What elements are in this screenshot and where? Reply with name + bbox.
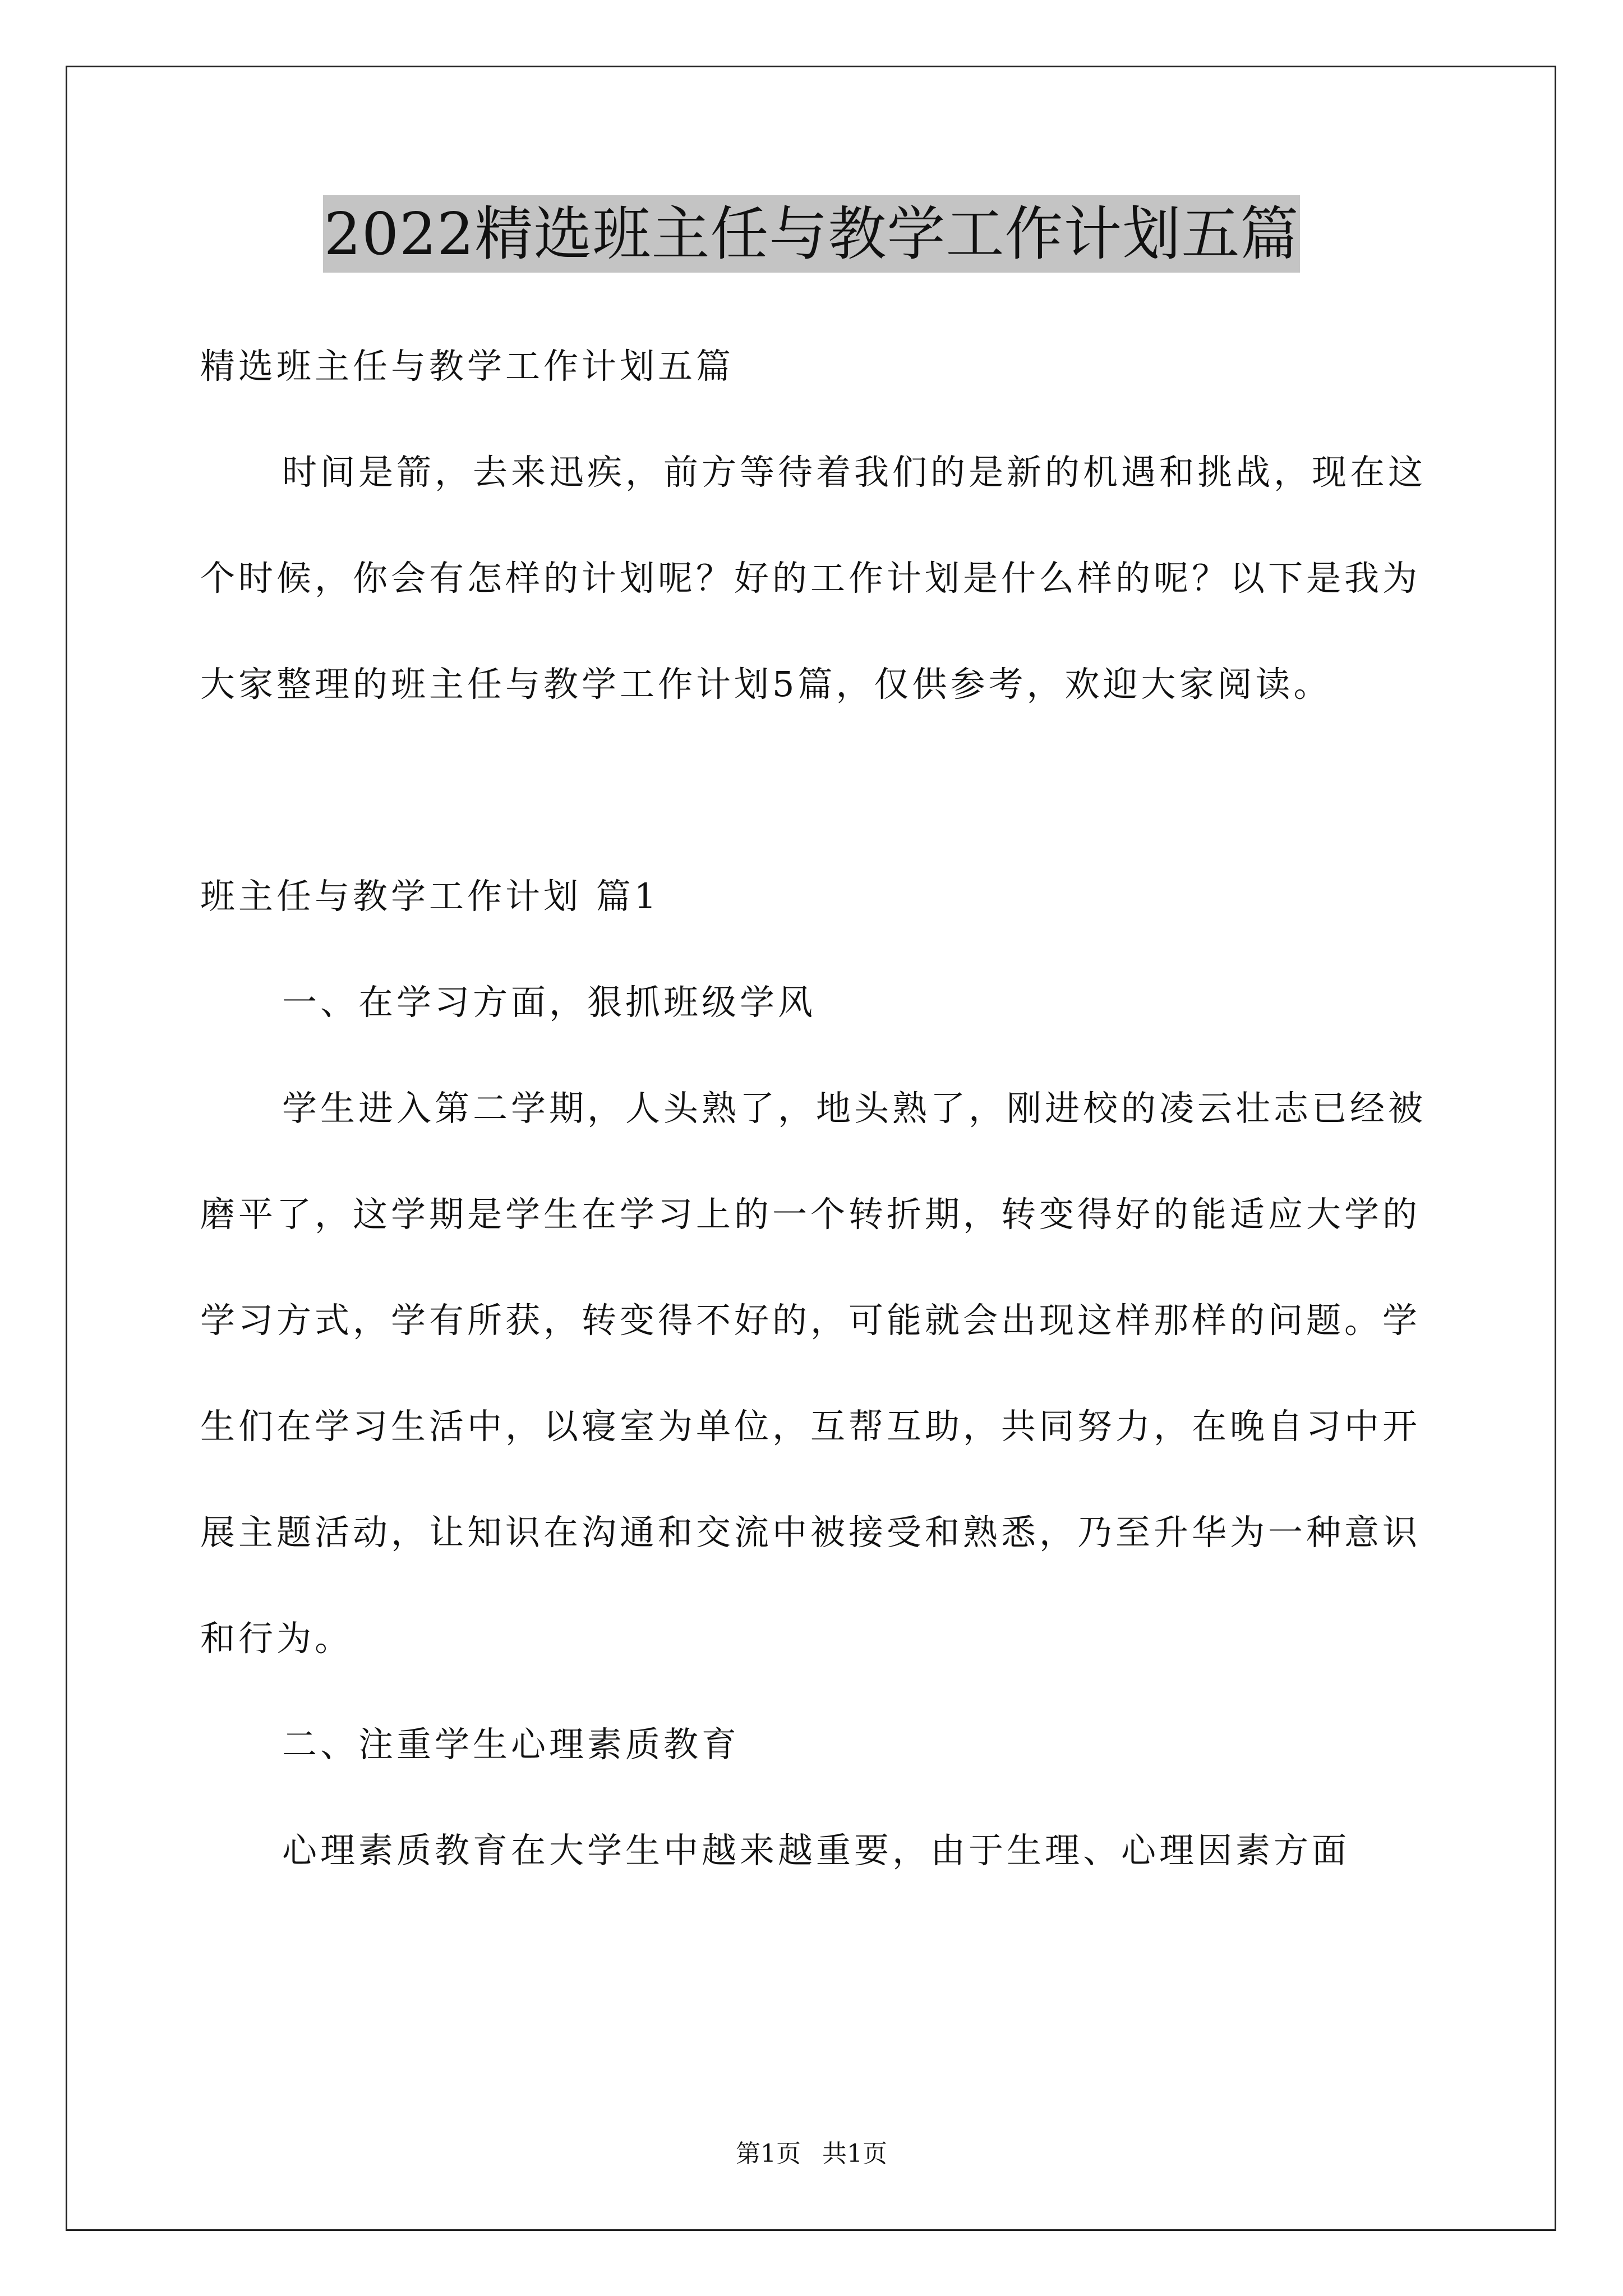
point1-paragraph: 学生进入第二学期，人头熟了，地头熟了，刚进校的凌云壮志已经被磨平了，这学期是学生在学习上的一个转折期，转变得好的能适应大学的学习方式，学有所获，转变得不好的，可能就会出现这样那样的问题。学生们在学习生活中，以寝室为单位，互帮互助，共同努力，在晚自习中开展主题活动，让知识在沟通和交流中被接受和熟悉，乃至升华为一种意识和行为。 (200, 1088, 1427, 1659)
section-heading: 班主任与教学工作计划 篇1 (200, 876, 660, 917)
title-container (0, 195, 1623, 273)
document-title: 2022精选班主任与教学工作计划五篇 (323, 195, 1301, 273)
section-gap (200, 737, 1440, 843)
page-footer (0, 2137, 1623, 2171)
point2-paragraph: 心理素质教育在大学生中越来越重要，由于生理、心理因素方面 (282, 1830, 1350, 1871)
document-body (200, 313, 1440, 1903)
point1-heading: 一、在学习方面，狠抓班级学风 (282, 982, 817, 1023)
intro-paragraph: 时间是箭，去来迅疾，前方等待着我们的是新的机遇和挑战，现在这个时候，你会有怎样的计划呢？好的工作计划是什么样的呢？以下是我为大家整理的班主任与教学工作计划5篇，仅供参考，欢迎大家阅读。 (200, 452, 1427, 705)
point2-heading: 二、注重学生心理素质教育 (282, 1724, 740, 1765)
page-number: 第1页 共1页 (736, 2139, 887, 2168)
document-subtitle: 精选班主任与教学工作计划五篇 (200, 346, 735, 386)
